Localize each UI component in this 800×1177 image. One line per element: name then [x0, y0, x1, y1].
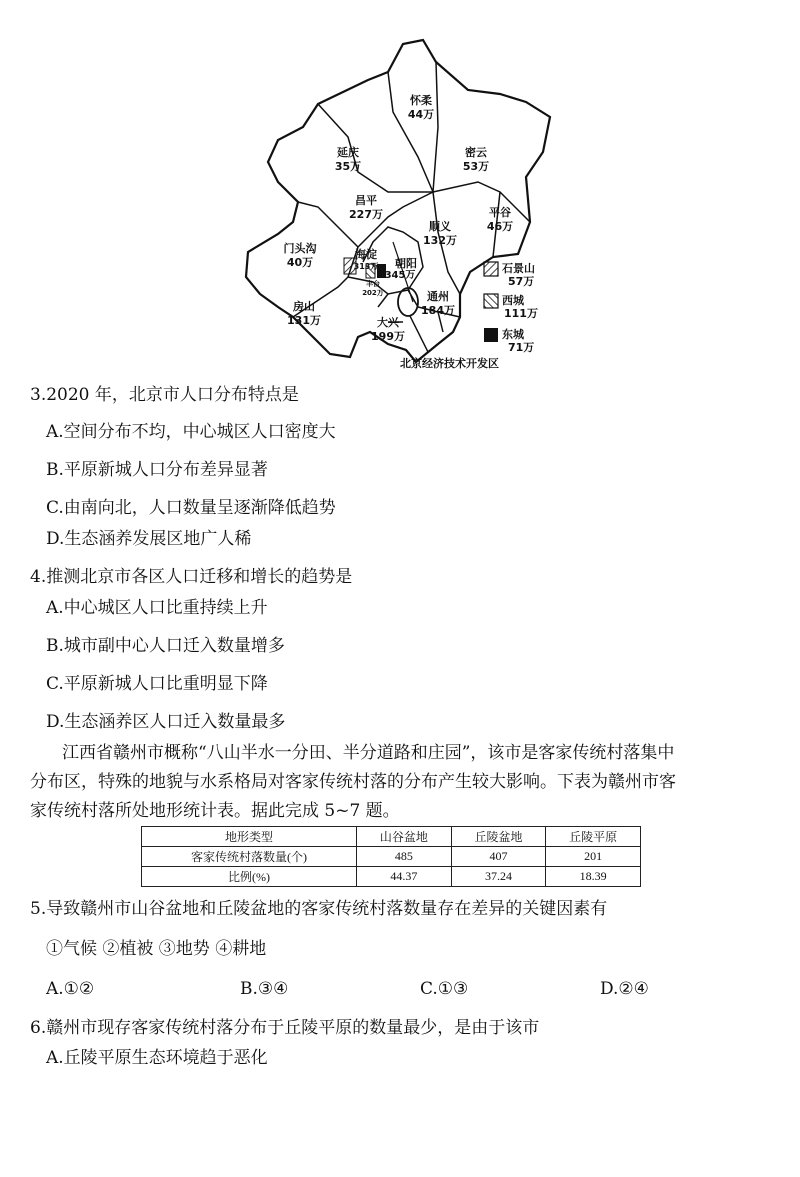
legend-dongcheng-swatch	[484, 328, 498, 342]
table-cell: 37.24	[451, 867, 546, 887]
map-legend	[484, 261, 538, 354]
label-shunyi-name: 顺义	[429, 220, 451, 233]
label-mentougou-name: 门头沟	[283, 242, 317, 255]
label-yanqing-pop: 35万	[334, 160, 362, 173]
table-cell: 比例(%)	[142, 867, 357, 887]
label-tongzhou-name: 通州	[427, 290, 449, 303]
legend-shijingshan-swatch	[484, 262, 498, 276]
label-daxing-name: 大兴	[377, 316, 399, 329]
label-daxing-pop: 199万	[371, 330, 405, 343]
q4-option-d: D.生态涵养区人口迁入数量最多	[46, 712, 286, 732]
label-tongzhou-pop: 184万	[421, 304, 455, 317]
label-miyun-pop: 53万	[462, 160, 490, 173]
label-pinggu-name: 平谷	[489, 206, 511, 219]
label-pinggu-pop: 46万	[486, 220, 514, 233]
label-shunyi-pop: 132万	[423, 234, 457, 247]
label-mentougou-pop: 40万	[286, 256, 314, 269]
legend-xicheng-swatch	[484, 294, 498, 308]
q4-option-b: B.城市副中心人口迁入数量增多	[46, 636, 285, 656]
label-yanqing-name: 延庆	[337, 146, 359, 159]
passage-line-3: 家传统村落所处地形统计表。据此完成 5~7 题。	[30, 801, 400, 821]
label-chaoyang-pop: 345万	[384, 270, 416, 281]
label-chaoyang-name: 朝阳	[395, 257, 417, 270]
q3-stem: 3.2020 年，北京市人口分布特点是	[30, 385, 299, 405]
table-row	[142, 847, 641, 867]
label-miyun-name: 密云	[465, 146, 487, 159]
label-fangshan-pop: 131万	[287, 314, 321, 327]
label-haidian-name: 海淀	[355, 248, 377, 261]
legend-dongcheng-pop: 71万	[508, 341, 535, 354]
q5-option-a: A.①②	[46, 979, 95, 999]
label-fengtai-name: 丰台	[366, 280, 380, 288]
label-huairou-pop: 44万	[407, 108, 435, 121]
q3-option-a: A.空间分布不均，中心城区人口密度大	[46, 422, 336, 442]
q4-option-c: C.平原新城人口比重明显下降	[46, 674, 268, 694]
passage-line-2: 分布区，特殊的地貌与水系格局对客家传统村落的分布产生较大影响。下表为赣州市客	[30, 772, 676, 792]
q4-stem: 4.推测北京市各区人口迁移和增长的趋势是	[30, 567, 353, 587]
beijing-population-map	[238, 32, 558, 377]
label-fengtai-pop: 202万	[362, 289, 384, 297]
q6-stem: 6.赣州市现存客家传统村落分布于丘陵平原的数量最少，是由于该市	[30, 1018, 540, 1038]
q3-option-c: C.由南向北，人口数量呈逐渐降低趋势	[46, 498, 336, 518]
q5-option-b: B.③④	[240, 979, 289, 999]
legend-xicheng-pop: 111万	[504, 307, 538, 320]
label-huairou-name: 怀柔	[410, 94, 432, 107]
table-header-cell: 地形类型	[142, 827, 357, 847]
q5-option-c: C.①③	[420, 979, 469, 999]
q6-option-a: A.丘陵平原生态环境趋于恶化	[46, 1048, 268, 1068]
table-cell: 18.39	[546, 867, 641, 887]
legend-shijingshan-name: 石景山	[502, 262, 535, 275]
q5-stem: 5.导致赣州市山谷盆地和丘陵盆地的客家传统村落数量存在差异的关键因素有	[30, 899, 608, 919]
table-header-cell: 山谷盆地	[357, 827, 452, 847]
label-fangshan-name: 房山	[293, 300, 315, 313]
legend-xicheng-name: 西城	[502, 294, 524, 307]
legend-shijingshan-pop: 57万	[508, 275, 535, 288]
q5-factors: ①气候 ②植被 ③地势 ④耕地	[46, 939, 267, 959]
terrain-stat-table	[141, 826, 641, 887]
legend-dongcheng-name: 东城	[502, 328, 524, 341]
table-header-cell: 丘陵盆地	[451, 827, 546, 847]
table-cell: 407	[451, 847, 546, 867]
table-header-row	[142, 827, 641, 847]
label-changping-pop: 227万	[349, 208, 383, 221]
q3-option-b: B.平原新城人口分布差异显著	[46, 460, 268, 480]
map-svg	[238, 32, 558, 377]
table-cell: 201	[546, 847, 641, 867]
table-cell: 44.37	[357, 867, 452, 887]
table-row	[142, 867, 641, 887]
table-cell: 485	[357, 847, 452, 867]
q5-option-d: D.②④	[600, 979, 649, 999]
table-header-cell: 丘陵平原	[546, 827, 641, 847]
q3-option-d: D.生态涵养发展区地广人稀	[46, 529, 252, 549]
dev-zone-label: 北京经济技术开发区	[400, 357, 499, 370]
q4-option-a: A.中心城区人口比重持续上升	[46, 598, 268, 618]
passage-line-1: 江西省赣州市概称“八山半水一分田、半分道路和庄园”，该市是客家传统村落集中	[62, 743, 675, 763]
table-cell: 客家传统村落数量(个)	[142, 847, 357, 867]
label-haidian-pop: 313万	[353, 262, 379, 271]
label-changping-name: 昌平	[355, 194, 377, 207]
